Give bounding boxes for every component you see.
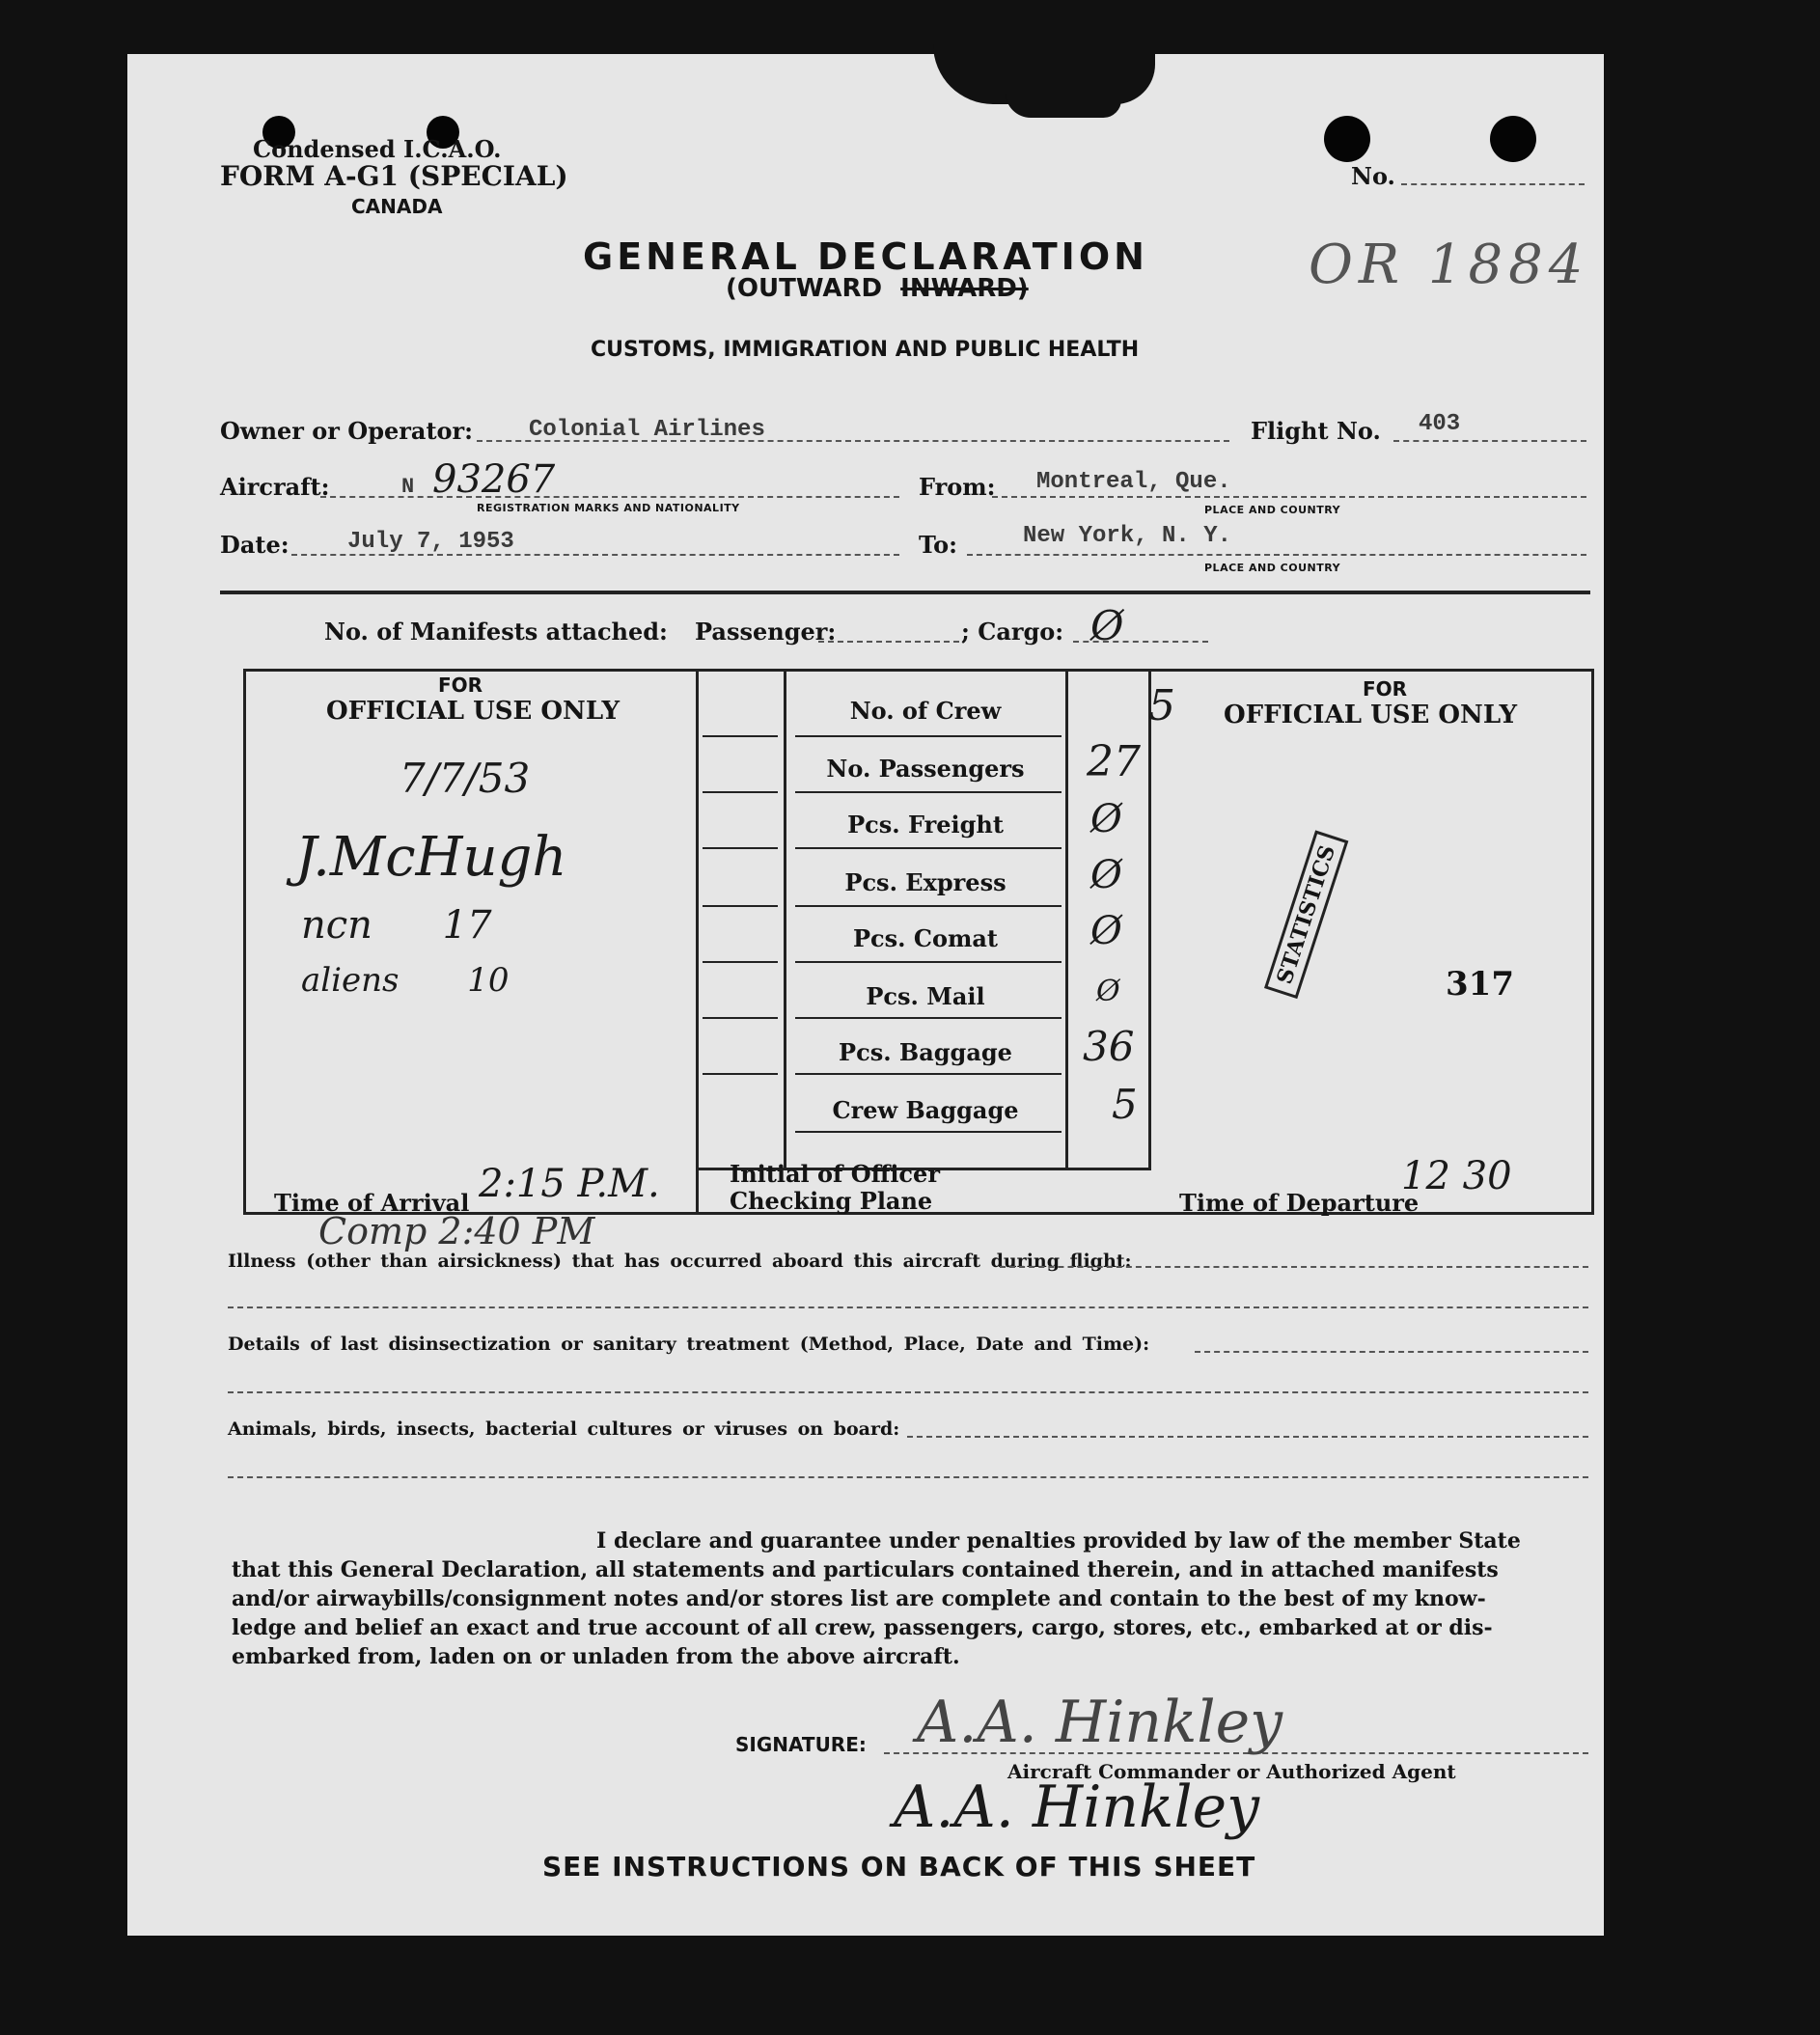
- aircraft-prefix: N: [401, 475, 415, 499]
- row-mail-label: Pcs. Mail: [866, 982, 985, 1010]
- official-note-count-2: aliens 10: [301, 961, 510, 1000]
- row-baggage-rule: [795, 1073, 1062, 1075]
- illness-field-2[interactable]: [228, 1306, 1588, 1308]
- row-crew-value[interactable]: 5: [1148, 681, 1175, 730]
- row-mail-value[interactable]: Ø: [1096, 975, 1120, 1008]
- subtitle: [726, 274, 1029, 303]
- manifests-cargo-value[interactable]: Ø: [1090, 602, 1124, 649]
- departure-value[interactable]: 12 30: [1401, 1154, 1512, 1198]
- manifests-passenger-field[interactable]: [818, 641, 959, 643]
- declaration-line-3: and/or airwaybills/consignment notes and/or stores list are complete and contain to the best of my know-: [232, 1586, 1486, 1611]
- to-caption: PLACE AND COUNTRY: [1204, 562, 1341, 574]
- manifests-cargo-label: ; Cargo:: [961, 618, 1064, 646]
- signature-label: SIGNATURE:: [735, 1733, 867, 1756]
- torn-edge-flap: [1006, 93, 1121, 118]
- row-passengers-value[interactable]: 27: [1087, 737, 1141, 786]
- statistics-stamp: STATISTICS: [1264, 831, 1348, 999]
- animals-label: Animals, birds, insects, bacterial cultures or viruses on board:: [228, 1418, 900, 1440]
- row-baggage-value[interactable]: 36: [1083, 1023, 1135, 1070]
- row-crew-rule: [795, 735, 1062, 737]
- row-passengers-rule: [795, 791, 1062, 793]
- from-caption: PLACE AND COUNTRY: [1204, 504, 1341, 516]
- flight-field-line: [1393, 440, 1586, 442]
- left-official-for: FOR: [438, 674, 483, 697]
- to-label: To:: [919, 531, 957, 559]
- aircraft-value[interactable]: 93267: [432, 457, 556, 502]
- row-passengers-label: No. Passengers: [826, 755, 1025, 783]
- departure-label: Time of Departure: [1179, 1189, 1420, 1217]
- form-line-2: FORM A-G1 (SPECIAL): [220, 160, 568, 192]
- owner-label: Owner or Operator:: [220, 417, 474, 445]
- subtitle-outward: (OUTWARD: [726, 274, 883, 303]
- animals-field[interactable]: [907, 1436, 1588, 1438]
- row-crew-tick: [703, 735, 778, 737]
- row-crew-baggage-label: Crew Baggage: [832, 1096, 1019, 1124]
- subtitle-inward: INWARD): [900, 274, 1029, 303]
- row-freight-tick: [703, 847, 778, 849]
- row-crew-label: No. of Crew: [849, 697, 1002, 725]
- no-field[interactable]: [1401, 183, 1585, 185]
- disinsect-label: Details of last disinsectization or sanitary treatment (Method, Place, Date and Time):: [228, 1334, 1150, 1355]
- row-express-tick: [703, 905, 778, 907]
- flight-value[interactable]: 403: [1419, 411, 1461, 437]
- row-baggage-tick: [703, 1073, 778, 1075]
- reference-number: OR 1884: [1309, 234, 1589, 296]
- declaration-line-2: that this General Declaration, all statements and particulars contained therein, and in attached manifests: [232, 1557, 1499, 1582]
- initial-officer-label-1: Initial of Officer: [730, 1160, 940, 1188]
- row-express-label: Pcs. Express: [844, 868, 1007, 896]
- row-freight-value[interactable]: Ø: [1090, 797, 1122, 841]
- from-field-line: [992, 496, 1586, 498]
- illness-field[interactable]: [1000, 1266, 1588, 1268]
- punch-hole-right: [1490, 116, 1536, 162]
- disinsect-field-2[interactable]: [228, 1391, 1588, 1393]
- form-country: CANADA: [351, 195, 443, 218]
- row-freight-label: Pcs. Freight: [847, 811, 1004, 839]
- manifests-label: No. of Manifests attached:: [324, 618, 668, 646]
- page-title: GENERAL DECLARATION: [583, 235, 1148, 278]
- row-comat-tick: [703, 961, 778, 963]
- aircraft-caption: REGISTRATION MARKS AND NATIONALITY: [477, 502, 740, 514]
- date-label: Date:: [220, 531, 290, 559]
- row-crew-baggage-rule: [795, 1131, 1062, 1133]
- illness-label: Illness (other than airsickness) that has occurred aboard this aircraft during flight:: [228, 1251, 1132, 1272]
- header-rule: [220, 591, 1590, 594]
- no-label: No.: [1351, 162, 1395, 190]
- declaration-line-4: ledge and belief an exact and true account of all crew, passengers, cargo, stores, etc., embarked at or dis-: [232, 1615, 1493, 1640]
- disinsect-field[interactable]: [1195, 1351, 1588, 1353]
- owner-value[interactable]: Colonial Airlines: [529, 417, 765, 443]
- row-crew-baggage-value[interactable]: 5: [1112, 1081, 1138, 1128]
- stamp-number: 317: [1446, 965, 1514, 1004]
- row-comat-label: Pcs. Comat: [852, 924, 999, 952]
- official-note-signature: J.McHugh: [295, 826, 567, 889]
- arrival-value[interactable]: 2:15 P.M.: [479, 1162, 660, 1206]
- signature-handwritten-2: A.A. Hinkley: [894, 1774, 1259, 1841]
- flight-label: Flight No.: [1251, 417, 1381, 445]
- from-label: From:: [919, 473, 996, 501]
- row-mail-rule: [795, 1017, 1062, 1019]
- row-comat-rule: [795, 961, 1062, 963]
- subheading: CUSTOMS, IMMIGRATION AND PUBLIC HEALTH: [591, 338, 1140, 362]
- official-note-date: 7/7/53: [400, 755, 531, 802]
- table-divider-right2: [1148, 669, 1151, 1170]
- animals-field-2[interactable]: [228, 1476, 1588, 1478]
- table-divider-left: [696, 669, 699, 1215]
- to-value[interactable]: New York, N. Y.: [1023, 523, 1232, 549]
- table-divider-right: [1065, 669, 1068, 1170]
- form-sheet: [127, 54, 1604, 1936]
- signature-caption: Aircraft Commander or Authorized Agent: [1007, 1760, 1456, 1783]
- completion-note: Comp 2:40 PM: [318, 1210, 595, 1252]
- right-official-for: FOR: [1363, 677, 1408, 701]
- manifests-passenger-label: Passenger:: [695, 618, 837, 646]
- aircraft-label: Aircraft:: [220, 473, 330, 501]
- row-freight-rule: [795, 847, 1062, 849]
- initial-officer-label-2: Checking Plane: [730, 1187, 933, 1215]
- row-express-value[interactable]: Ø: [1090, 853, 1122, 897]
- punch-hole-left: [1324, 116, 1370, 162]
- arrival-label: Time of Arrival: [274, 1189, 470, 1217]
- footer-instructions: SEE INSTRUCTIONS ON BACK OF THIS SHEET: [542, 1851, 1256, 1883]
- row-baggage-label: Pcs. Baggage: [839, 1038, 1012, 1066]
- from-value[interactable]: Montreal, Que.: [1036, 469, 1231, 495]
- signature-handwritten: A.A. Hinkley: [917, 1689, 1282, 1756]
- left-official-heading: OFFICIAL USE ONLY: [326, 697, 620, 726]
- row-express-rule: [795, 905, 1062, 907]
- declaration-line-1: I declare and guarantee under penalties provided by law of the member State: [596, 1528, 1521, 1554]
- row-comat-value[interactable]: Ø: [1090, 909, 1122, 953]
- manifests-cargo-field: [1073, 641, 1208, 643]
- row-passengers-tick: [703, 791, 778, 793]
- official-note-count-1: ncn 17: [301, 903, 492, 948]
- table-divider-mid: [784, 669, 786, 1170]
- to-field-line: [967, 554, 1586, 556]
- row-mail-tick: [703, 1017, 778, 1019]
- declaration-line-5: embarked from, laden on or unladen from the above aircraft.: [232, 1644, 960, 1669]
- right-official-heading: OFFICIAL USE ONLY: [1224, 701, 1518, 729]
- form-line-1: Condensed I.C.A.O.: [253, 135, 502, 163]
- date-value[interactable]: July 7, 1953: [347, 529, 514, 555]
